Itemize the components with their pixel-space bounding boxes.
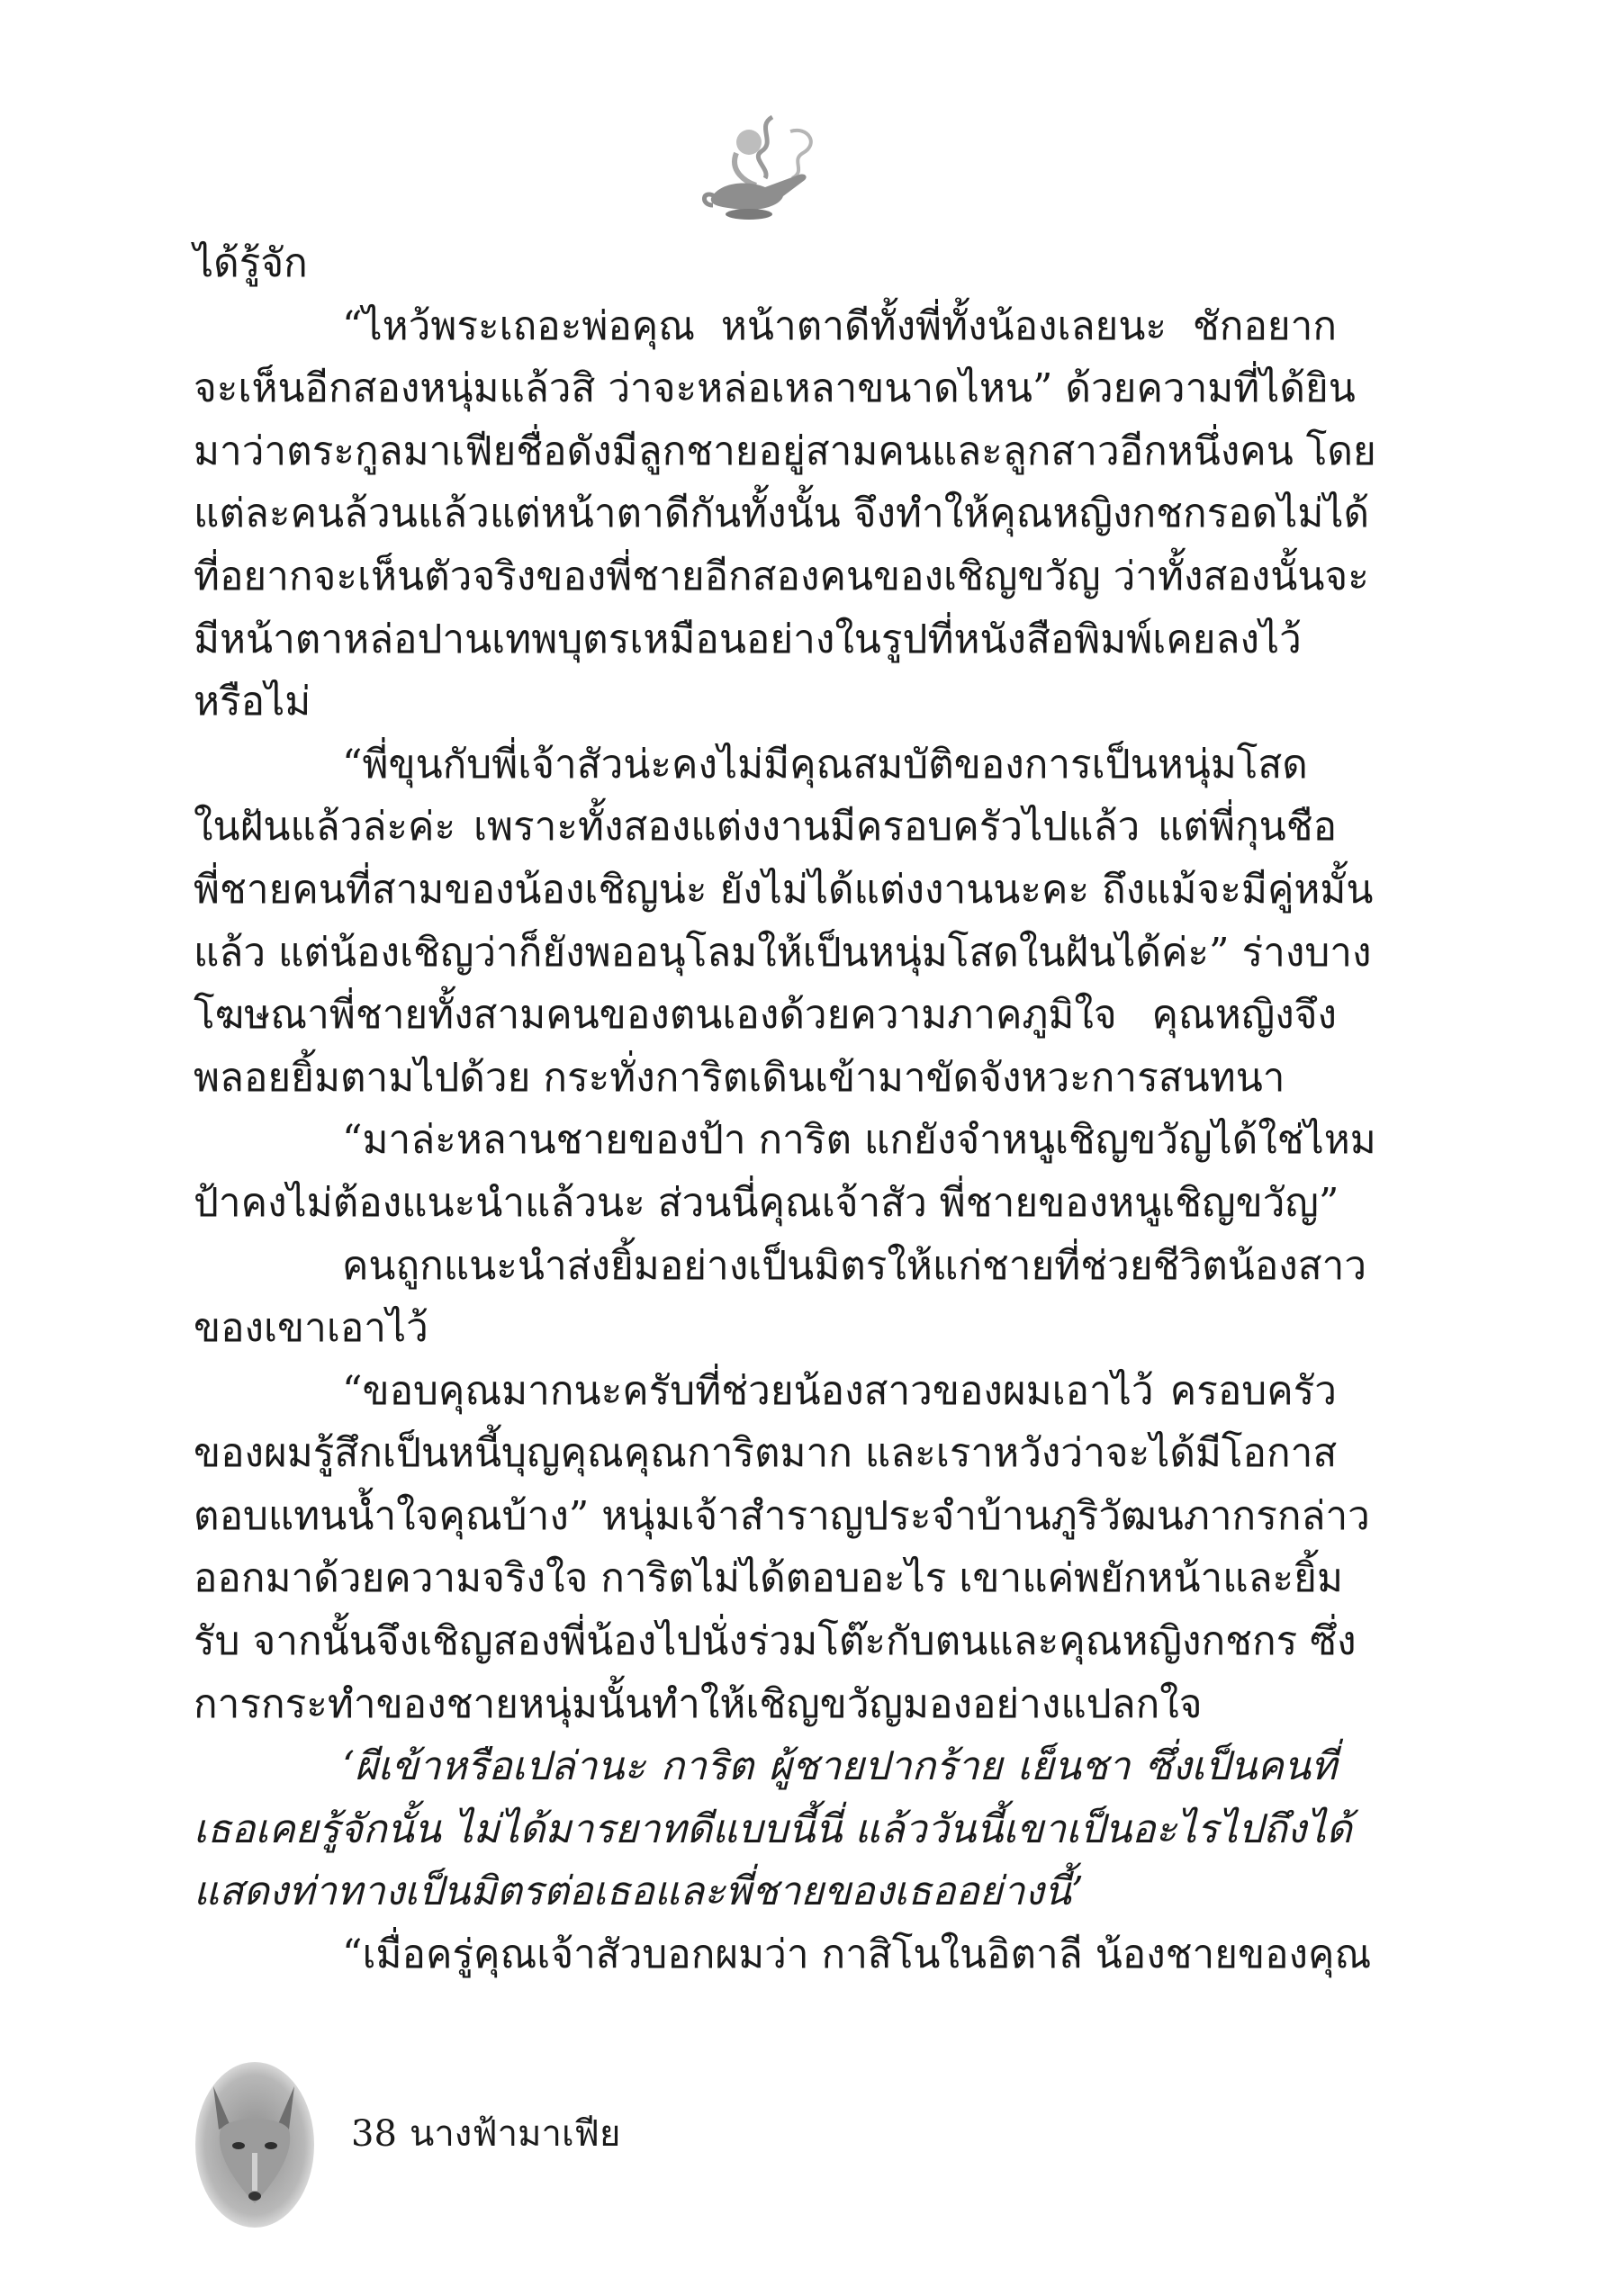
- text-line: “ขอบคุณมากนะครับที่ช่วยน้องสาวของผมเอาไว้ ครอบครัว: [342, 1367, 1337, 1414]
- page-footer: [194, 2059, 734, 2230]
- page-number: 38: [351, 2113, 397, 2155]
- text-line: ป้าคงไม่ต้องแนะนำแล้วนะ ส่วนนี่คุณเจ้าสัว พี่ชายของหนูเชิญขวัญ”: [194, 1179, 1339, 1226]
- text-line: หรือไม่: [194, 679, 311, 725]
- text-line: ออกมาด้วยความจริงใจ การิตไม่ได้ตอบอะไร เขาแค่พยักหน้าและยิ้ม: [194, 1555, 1343, 1602]
- text-line: ได้รู้จัก: [194, 240, 308, 286]
- body-text: [194, 232, 1376, 1986]
- text-line: “ไหว้พระเถอะพ่อคุณ หน้าตาดีทั้งพี่ทั้งน้องเลยนะ ชักอยาก: [342, 302, 1337, 349]
- text-line: จะเห็นอีกสองหนุ่มแล้วสิ ว่าจะหล่อเหลาขนาดไหน” ด้วยความที่ได้ยิน: [194, 365, 1356, 412]
- text-line: โฆษณาพี่ชายทั้งสามคนของตนเองด้วยความภาคภูมิใจ คุณหญิงจึง: [194, 992, 1337, 1039]
- text-line: มาว่าตระกูลมาเฟียชื่อดังมีลูกชายอยู่สามคนและลูกสาวอีกหนึ่งคน โดย: [194, 428, 1376, 474]
- text-line: แล้ว แต่น้องเชิญว่าก็ยังพออนุโลมให้เป็นหนุ่มโสดในฝันได้ค่ะ” ร่างบาง: [194, 929, 1372, 976]
- text-line: พลอยยิ้มตามไปด้วย กระทั่งการิตเดินเข้ามาขัดจังหวะการสนทนา: [194, 1054, 1285, 1101]
- text-line: ของผมรู้สึกเป็นหนี้บุญคุณคุณการิตมาก และเราหวังว่าจะได้มีโอกาส: [194, 1430, 1338, 1477]
- text-line: ของเขาเอาไว้: [194, 1305, 428, 1352]
- text-line: ในฝันแล้วล่ะค่ะ เพราะทั้งสองแต่งงานมีครอบครัวไปแล้ว แต่พี่กุนชือ: [194, 804, 1337, 851]
- text-line: แสดงท่าทางเป็นมิตรต่อเธอและพี่ชายของเธออย่างนี้’: [194, 1868, 1084, 1915]
- book-title: นางฟ้ามาเฟีย: [410, 2113, 621, 2155]
- text-line: “พี่ขุนกับพี่เจ้าสัวน่ะคงไม่มีคุณสมบัติของการเป็นหนุ่มโสด: [342, 741, 1308, 788]
- text-line: แต่ละคนล้วนแล้วแต่หน้าตาดีกันทั้งนั้น จึงทำให้คุณหญิงกชกรอดไม่ได้: [194, 491, 1370, 537]
- text-line: ตอบแทนน้ำใจคุณบ้าง” หนุ่มเจ้าสำราญประจำบ้านภูริวัฒนภากรกล่าว: [194, 1492, 1370, 1539]
- text-line: พี่ชายคนที่สามของน้องเชิญน่ะ ยังไม่ได้แต่งงานนะคะ ถึงแม้จะมีคู่หมั้น: [194, 866, 1374, 913]
- text-line: เธอเคยรู้จักนั้น ไม่ได้มารยาทดีแบบนี้นี่ แล้ววันนี้เขาเป็นอะไรไปถึงได้: [194, 1805, 1352, 1852]
- magic-lamp-icon: [693, 99, 828, 234]
- fox-head-icon: [194, 2059, 315, 2230]
- text-line: คนถูกแนะนำส่งยิ้มอย่างเป็นมิตรให้แก่ชายที่ช่วยชีวิตน้องสาว: [342, 1242, 1367, 1289]
- text-line: “มาล่ะหลานชายของป้า การิต แกยังจำหนูเชิญขวัญได้ใช่ไหม: [342, 1117, 1376, 1164]
- text-line: ที่อยากจะเห็นตัวจริงของพี่ชายอีกสองคนของเชิญขวัญ ว่าทั้งสองนั้นจะ: [194, 553, 1369, 599]
- text-line: มีหน้าตาหล่อปานเทพบุตรเหมือนอย่างในรูปที่หนังสือพิมพ์เคยลงไว้: [194, 616, 1302, 662]
- text-line: ‘ผีเข้าหรือเปล่านะ การิต ผู้ชายปากร้าย เย็นชา ซึ่งเป็นคนที่: [342, 1743, 1337, 1790]
- text-line: การกระทำของชายหนุ่มนั้นทำให้เชิญขวัญมองอย่างแปลกใจ: [194, 1680, 1203, 1727]
- text-line: “เมื่อครู่คุณเจ้าสัวบอกผมว่า กาสิโนในอิตาลี น้องชายของคุณ: [342, 1931, 1372, 1978]
- text-line: รับ จากนั้นจึงเชิญสองพี่น้องไปนั่งร่วมโต๊ะกับตนและคุณหญิงกชกร ซึ่ง: [194, 1618, 1357, 1665]
